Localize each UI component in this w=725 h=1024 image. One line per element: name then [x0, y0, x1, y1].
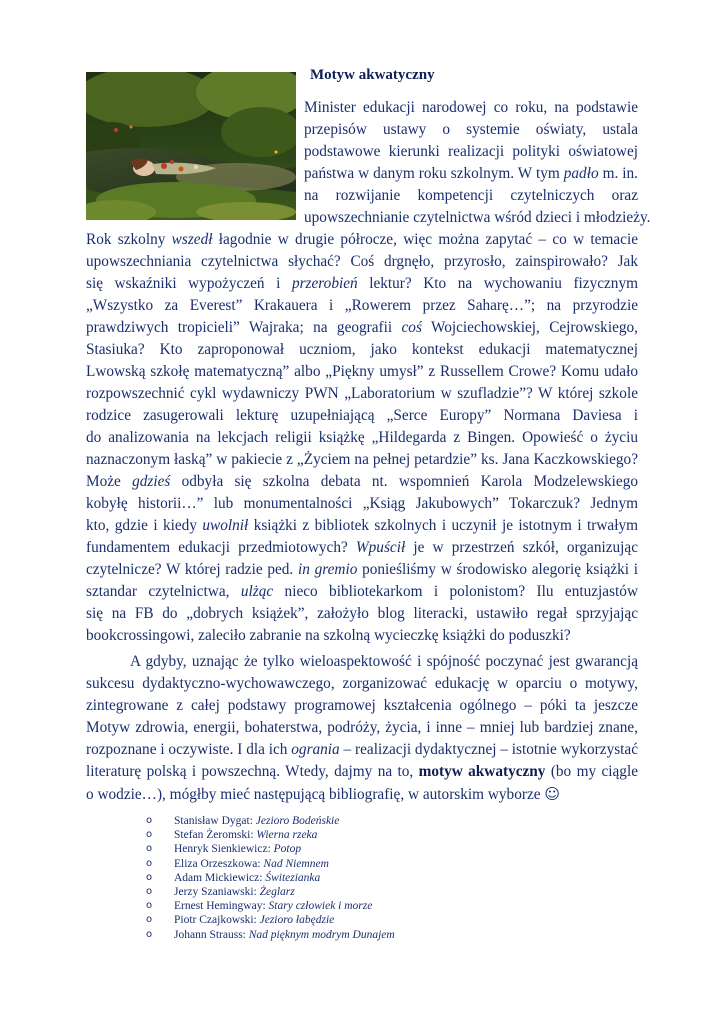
bullet-icon: o — [146, 871, 153, 883]
paragraph-1-line: prawdziwych tropicieli” Wajraka; na geografii coś Wojciechowskiej, Cejrowskiego, — [86, 319, 638, 336]
paragraph-1-line: Może gdzieś odbyła się szkolna debata nt. wspomnień Karola Modzelewskiego — [86, 473, 638, 490]
paragraph-1-line: się wskaźniki wypożyczeń i przerobień lektur? Kto na wychowaniu fizycznym — [86, 275, 638, 292]
italic-term: coś — [401, 319, 422, 336]
bibliography-work: Nad Niemnem — [263, 857, 329, 870]
bibliography-author: Johann Strauss: — [174, 928, 249, 941]
paragraph-1-line: upowszechnianie czytelnictwa wśród dzieci i młodzieży. — [304, 209, 651, 226]
bibliography-item — [146, 828, 395, 842]
paragraph-1-line: Lwowską szkołę matematyczną” albo „Piękny umysł” z Russellem Crowe? Komu udało — [86, 363, 638, 380]
italic-term: ogrania — [291, 741, 340, 758]
italic-term: padło — [563, 165, 599, 182]
italic-term: przerobień — [291, 275, 358, 292]
paragraph-1-line: przepisów ustawy o systemie oświaty, ustala — [304, 121, 638, 138]
paragraph-1-line: bookcrossingowi, zaleciło zabranie na szkolną wycieczkę książki do poduszki? — [86, 627, 571, 644]
bold-term: motyw akwatyczny — [418, 763, 546, 780]
paragraph-1-line: rodzice zasugerowali lekturę uzupełniającą „Serce Europy” Normana Daviesa i — [86, 407, 638, 424]
bullet-icon: o — [146, 886, 153, 898]
paragraph-2-line: literaturę polską i powszechną. Wtedy, dajmy na to, motyw akwatyczny (bo my ciągle — [86, 763, 638, 780]
paragraph-1-line: podstawowe kierunki realizacji polityki oświatowej — [304, 143, 638, 160]
paragraph-2-line: Motyw zdrowia, energii, bohaterstwa, podróży, życia, i inne – mniej lub bardziej znane, — [86, 719, 638, 736]
bullet-icon: o — [146, 928, 153, 940]
bibliography-author: Stefan Żeromski: — [174, 829, 257, 842]
bibliography-work: Potop — [273, 843, 302, 856]
bibliography-item — [146, 814, 395, 828]
bibliography-work: Żeglarz — [259, 886, 295, 899]
paragraph-2-line: zintegrowane z całej podstawy programowej kształcenia ogólnego – póki ta jeszcze — [86, 697, 638, 714]
bibliography-item — [146, 913, 395, 927]
bibliography-work: Nad pięknym modrym Dunajem — [248, 928, 395, 941]
paragraph-1-line: na rozwijanie kompetencji czytelniczych oraz — [304, 187, 638, 204]
paragraph-1-line: kto, gdzie i kiedy uwolnił książki z bibliotek szkolnych i uczynił je istotnym i trwałym — [86, 517, 638, 534]
italic-term: in gremio — [297, 561, 358, 578]
paragraph-1-line: Minister edukacji narodowej co roku, na podstawie — [304, 99, 638, 116]
italic-term: gdzieś — [132, 473, 171, 490]
bibliography-work: Stary człowiek i morze — [268, 900, 373, 913]
bibliography-author: Stanisław Dygat: — [174, 815, 256, 827]
paragraph-1-line: czytelnicze? W której radzie ped. in gremio ponieśliśmy w środowisko alegorię książki i — [86, 561, 638, 578]
ophelia-painting-image — [86, 72, 296, 220]
bibliography-author: Piotr Czajkowski: — [174, 914, 260, 927]
bullet-icon: o — [146, 829, 153, 841]
bibliography-author: Jerzy Szaniawski: — [174, 886, 260, 899]
paragraph-1-line: „Wszystko za Everest” Krakauera i „Rowerem przez Saharę…”; na przyrodzie — [86, 297, 638, 314]
bullet-icon: o — [146, 815, 153, 826]
paragraph-2-line: sukcesu dydaktyczno-wychowawczego, zorganizować edukację w oparciu o motywy, — [86, 675, 638, 692]
bibliography-item — [146, 885, 395, 899]
paragraph-1-line: Rok szkolny wszedł łagodnie w drugie półrocze, więc można zapytać – co w temacie — [86, 231, 638, 248]
paragraph-1-line: do analizowania na lekcjach religii książkę „Hildegarda z Bingen. Opowieść o życiu — [86, 429, 638, 446]
bibliography-item — [146, 871, 395, 885]
paragraph-1-line: Stasiuka? Kto zaproponował uczniom, jako kontekst edukacji matematycznej — [86, 341, 638, 358]
paragraph-1-line: upowszechniania czytelnictwa słychać? Coś drgnęło, przyrosło, zainspirowało? Jak — [86, 253, 638, 270]
bibliography-author: Henryk Sienkiewicz: — [174, 843, 274, 856]
bullet-icon: o — [146, 914, 153, 926]
paragraph-1-line: się na FB do „dobrych książek”, założyło blog literacki, ustawiło regał sprzyjając — [86, 605, 638, 622]
paragraph-1-line: fundamentem edukacji przedmiotowych? Wpuścił je w przestrzeń szkół, organizując — [86, 539, 638, 556]
bibliography-author: Ernest Hemingway: — [174, 900, 269, 913]
smiley-icon: ☺ — [544, 785, 560, 803]
paragraph-1-line: naznaczonym łaską” w pakiecie z „Życiem na pełnej petardzie” ks. Jana Kaczkowskiego? — [86, 451, 638, 468]
bibliography-author: Adam Mickiewicz: — [174, 871, 266, 884]
bullet-icon: o — [146, 900, 153, 912]
bibliography-work: Jezioro Bodeńskie — [255, 815, 340, 827]
italic-term: ulżąc — [240, 583, 274, 600]
italic-term: Wpuścił — [355, 539, 406, 556]
bibliography-item — [146, 928, 395, 942]
bibliography-item — [146, 857, 395, 871]
bibliography-item — [146, 899, 395, 913]
paragraph-1-line: rozpowszechnić cykl wydawniczy PWN „Laboratorium w szufladzie”? W której szkole — [86, 385, 638, 402]
paragraph-1-line: państwa w danym roku szkolnym. W tym padło m. in. — [304, 165, 638, 182]
italic-term: uwolnił — [202, 517, 249, 534]
bibliography-work: Jezioro łabędzie — [259, 914, 335, 927]
bibliography-work: Świtezianka — [265, 871, 321, 884]
paragraph-2-line: o wodzie…), mógłby mieć następującą bibliografię, w autorskim wyborze ☺ — [86, 785, 560, 803]
document-title: Motyw akwatyczny — [310, 67, 435, 83]
bibliography-item — [146, 842, 395, 856]
bibliography-list — [146, 814, 395, 942]
paragraph-1-line: sztandar czytelnictwa, ulżąc nieco bibliotekarkom i polonistom? Ilu entuzjastów — [86, 583, 638, 600]
bullet-icon: o — [146, 857, 153, 869]
bullet-icon: o — [146, 843, 153, 855]
bibliography-work: Wierna rzeka — [256, 829, 318, 842]
paragraph-1-line: kobyłę historii…” lub monumentalności „Ksiąg Jakubowych” Tokarczuk? Jednym — [86, 495, 638, 512]
bibliography-author: Eliza Orzeszkowa: — [174, 857, 264, 870]
italic-term: wszedł — [171, 231, 213, 248]
paragraph-2-line: rozpoznane i oczywiste. I dla ich ogrania – realizacji dydaktycznej – istotnie wykorzystać — [86, 741, 638, 758]
paragraph-2-line: A gdyby, uznając że tylko wieloaspektowość i spójność poczynać jest gwarancją — [130, 653, 638, 670]
